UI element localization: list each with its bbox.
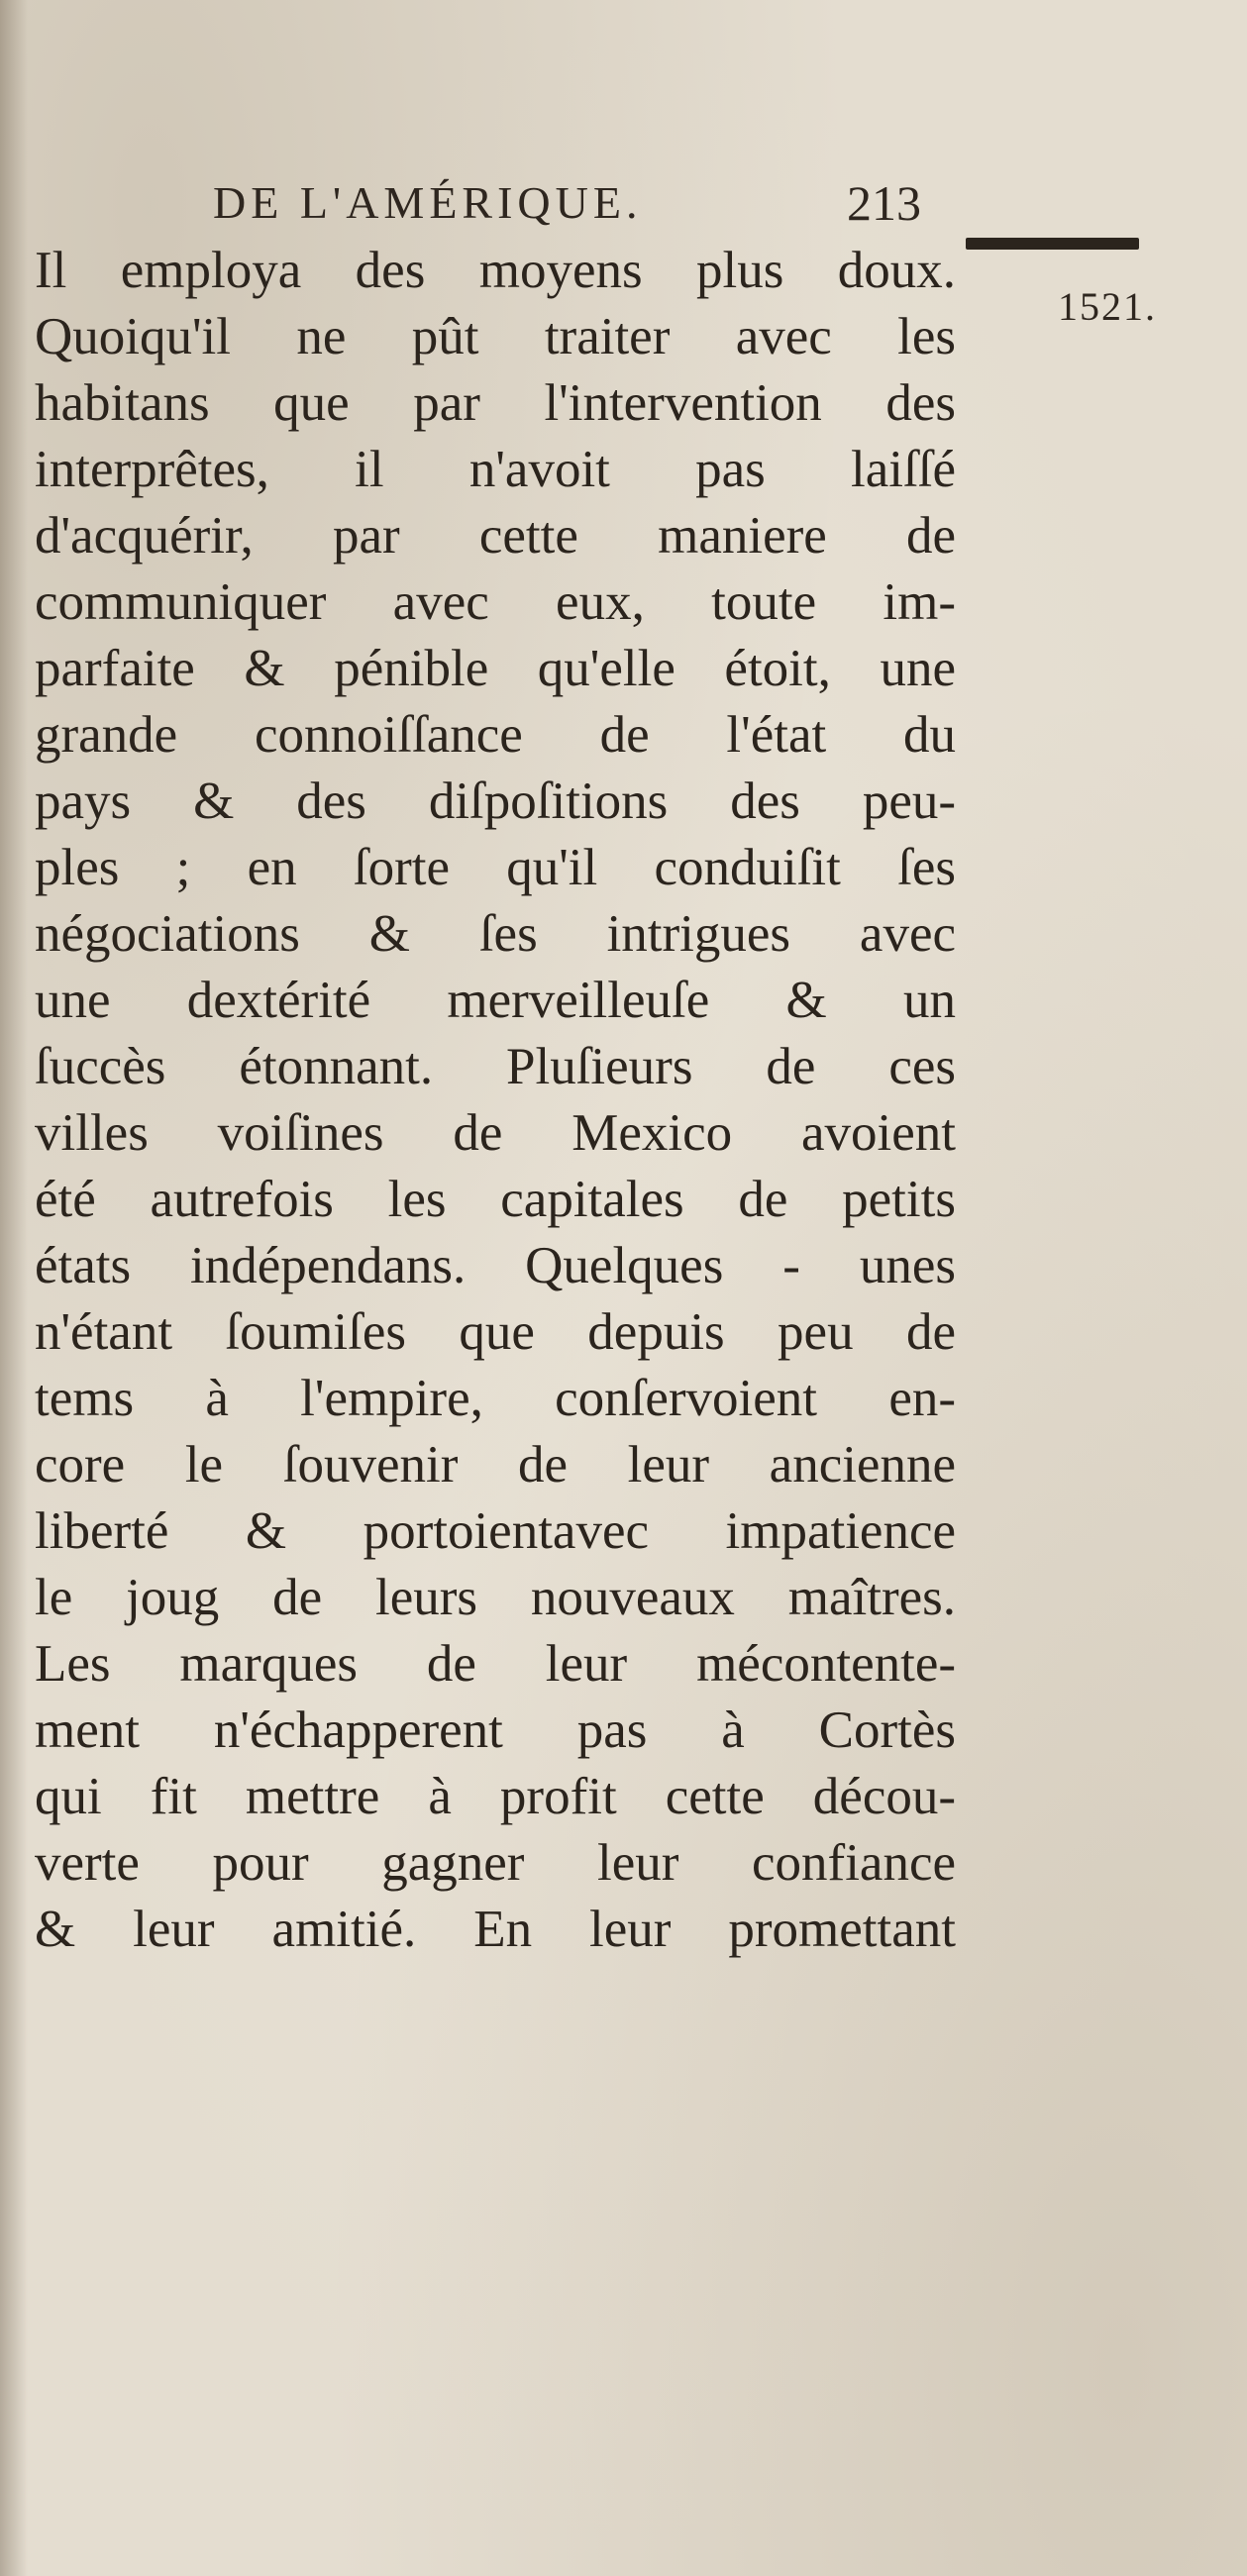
margin-rule	[966, 238, 1139, 250]
running-title: DE L'AMÉRIQUE.	[213, 177, 643, 228]
text-line: Il employa des moyens plus doux.	[35, 242, 956, 299]
text-line: tems à l'empire, conſervoient en-	[35, 1370, 956, 1427]
text-line: Quoiqu'il ne pût traiter avec les	[35, 308, 956, 365]
text-line: n'étant ſoumiſes que depuis peu de	[35, 1303, 956, 1361]
text-line: ſuccès étonnant. Pluſieurs de ces	[35, 1038, 956, 1095]
text-line: états indépendans. Quelques - unes	[35, 1237, 956, 1294]
page-header	[213, 168, 986, 238]
text-line: & leur amitié. En leur promettant	[35, 1901, 956, 1958]
margin-note-year: 1521.	[1058, 284, 1157, 329]
text-line: une dextérité merveilleuſe & un	[35, 972, 956, 1029]
text-line: le joug de leurs nouveaux maîtres.	[35, 1569, 956, 1626]
page-number: 213	[847, 175, 921, 231]
text-line: communiquer avec eux, toute im-	[35, 573, 956, 631]
text-line: liberté & portoientavec impatience	[35, 1502, 956, 1560]
text-line: Les marques de leur mécontente-	[35, 1635, 956, 1693]
text-line: ment n'échapperent pas à Cortès	[35, 1701, 956, 1759]
text-line: négociations & ſes intrigues avec	[35, 905, 956, 963]
text-line: interprêtes, il n'avoit pas laiſſé	[35, 441, 956, 498]
text-line: d'acquérir, par cette maniere de	[35, 507, 956, 565]
text-line: verte pour gagner leur confiance	[35, 1834, 956, 1892]
text-line: core le ſouvenir de leur ancienne	[35, 1436, 956, 1494]
text-line: villes voiſines de Mexico avoient	[35, 1104, 956, 1162]
gutter-shadow	[0, 0, 28, 2576]
text-line: habitans que par l'intervention des	[35, 374, 956, 432]
body-text	[35, 238, 956, 1963]
text-line: parfaite & pénible qu'elle étoit, une	[35, 640, 956, 697]
text-line: ples ; en ſorte qu'il conduiſit ſes	[35, 839, 956, 896]
text-line: été autrefois les capitales de petits	[35, 1171, 956, 1228]
text-line: pays & des diſpoſitions des peu-	[35, 773, 956, 830]
text-line: grande connoiſſance de l'état du	[35, 706, 956, 764]
text-line: qui fit mettre à profit cette décou-	[35, 1768, 956, 1825]
